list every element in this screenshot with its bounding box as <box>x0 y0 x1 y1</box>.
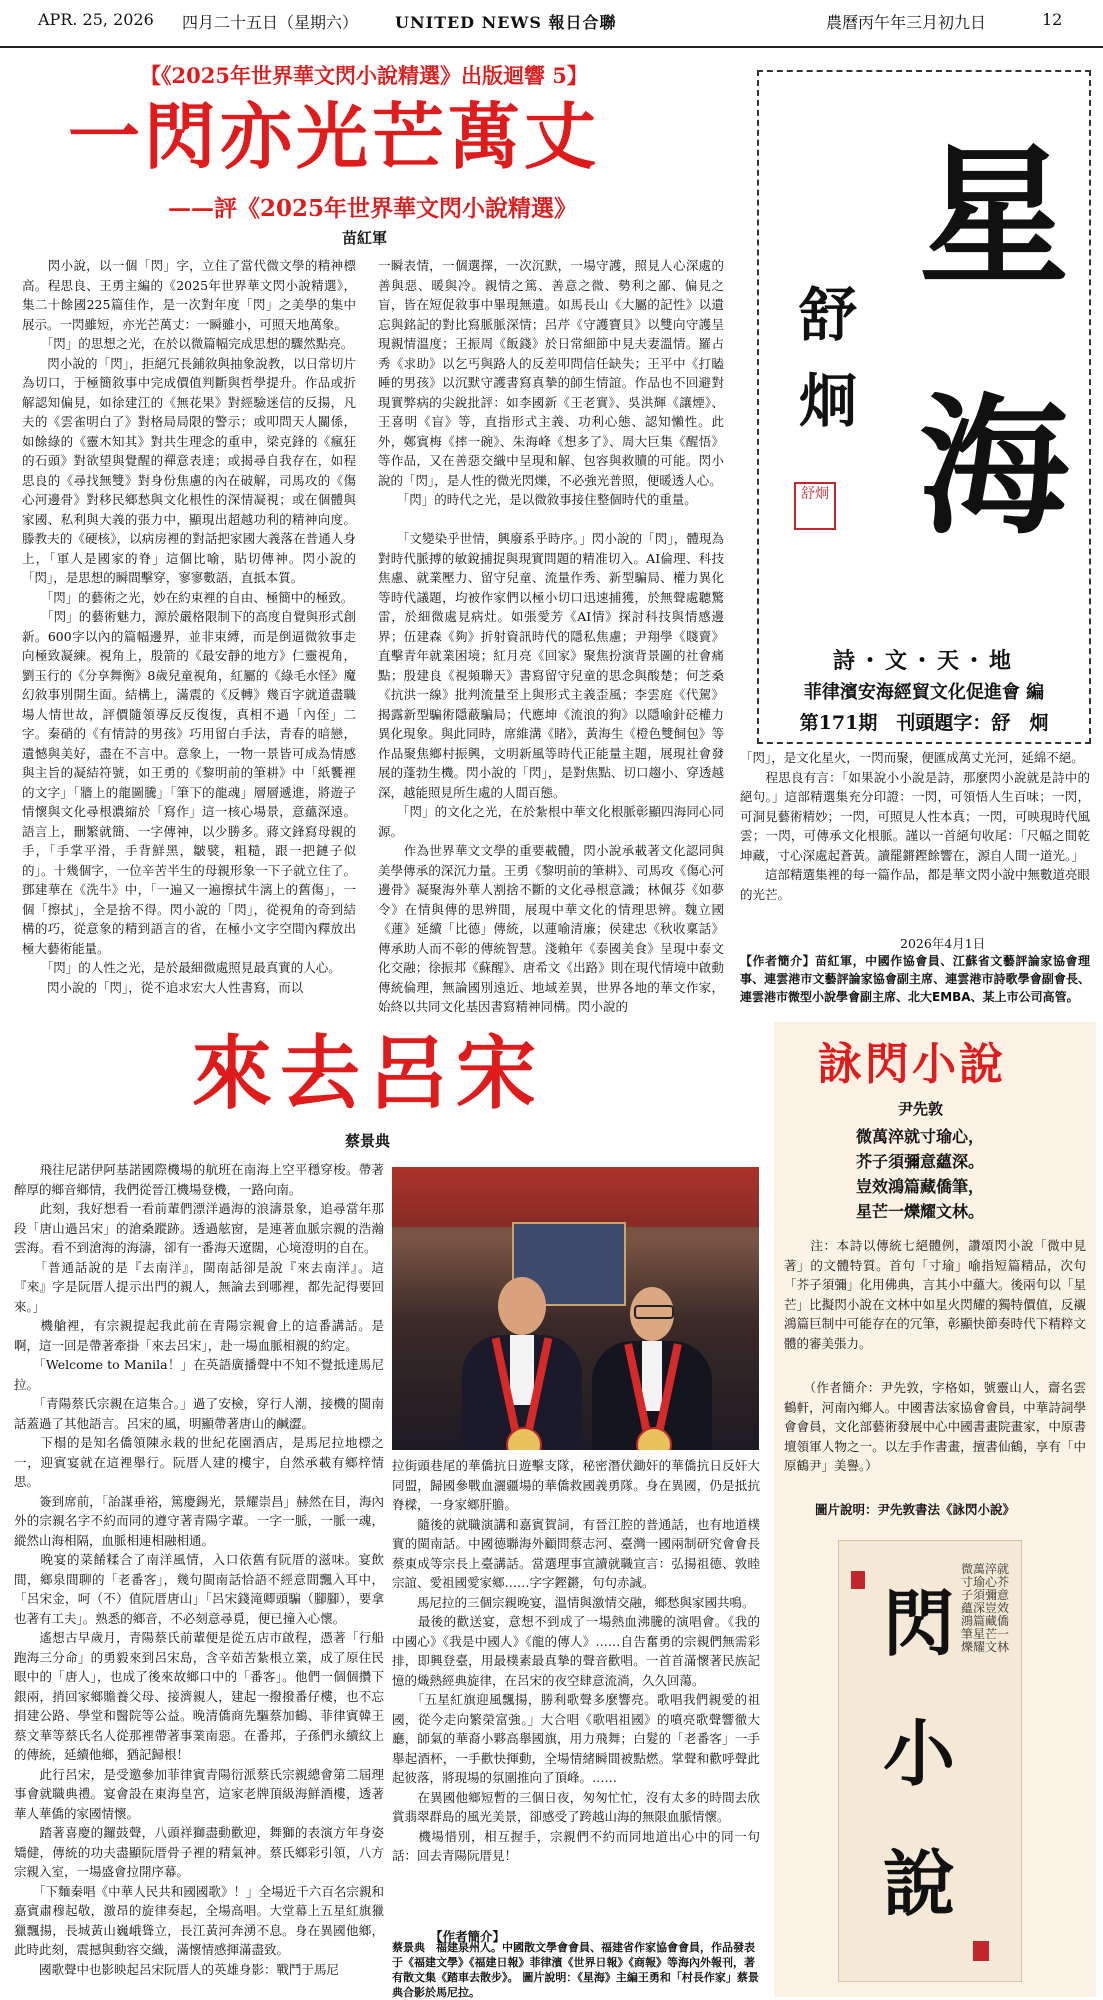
article1-author-bio: 【作者簡介】苗紅軍，中國作協會員、江蘇省文藝評論家協會理事、連雲港市文藝評論家協會副主席、連雲港市詩歌學會副會長、連雲港市微型小說學會副主席、北大EMBA、某上市公司高管。 <box>740 954 1090 1004</box>
article3-author-bio: （作者簡介：尹先敦，字格如，號靈山人，齋名雲鶴軒，河南內鄉人。中國書法家協會會員，中華詩詞學會會員，文化部藝術發展中心中國書畫院畫家，中原書壇領軍人物之一。以左手作書畫，擅書仙鶴，享有「中原鶴尹」美譽。） <box>784 1380 1086 1473</box>
article2-title: 來去呂宋 <box>192 1026 544 1120</box>
scroll-main-characters: 閃小說 <box>883 1581 956 1926</box>
article3-note: 注：本詩以傳統七絕體例，讚頌閃小說「微中見著」的文體特質。首句「寸瑜」喻指短篇精品，次句「芥子須彌」化用佛典，言其小中蘊大。後兩句以「星芒」比擬閃小說在文林中如星火閃耀的獨特價值，反襯鴻篇巨制中可能存在的冗筆，彰顯快節奏時代下精粹文體的審美張力。 <box>784 1238 1086 1351</box>
seal-text: 舒炯 <box>801 486 829 502</box>
red-seal <box>794 482 836 530</box>
scroll-seal-bottom <box>973 1941 989 1961</box>
article1-kicker: 【《2025年世界華文閃小說精選》出版迴響 5】 <box>140 63 588 88</box>
scroll-seal-top <box>851 1571 865 1589</box>
calligraphy-artwork <box>759 72 1089 632</box>
article1-subtitle: ——評《2025年世界華文閃小說精選》 <box>168 195 578 222</box>
lunar-date: 四月二十五日（星期六） <box>182 13 359 32</box>
page-header <box>0 0 1103 48</box>
column-line-2: 菲律濱安海經貿文化促進會 編 <box>803 682 1045 703</box>
column-title-box <box>757 70 1091 744</box>
article1-date: 2026年4月1日 <box>900 936 986 951</box>
article2-bio-text: 蔡景典 福建泉州人。中國散文學會會員、福建省作家協會會員，作品發表于《福建文學》《福建日報》菲律濱《世界日報》《商報》等海內外報刊，著有散文集《踏車去散步》。 <box>392 1941 755 1984</box>
page-number: 12 <box>1042 10 1063 29</box>
masthead: UNITED NEWS 報日合聯 <box>395 13 617 32</box>
column-line-3: 第171期 刊頭題字：舒 炯 <box>799 712 1049 734</box>
poem-line-4: 星芒一爍耀文林。 <box>856 1202 985 1221</box>
article1-column-1: 閃小說，以一個「閃」字，立住了當代微文學的精神標高。程思良、王勇主編的《2025年世界華文閃小說精選》，集二十餘國225篇佳作，是一次對年度「閃」之美學的集中展示。一閃雖短，亦光芒萬丈：一瞬雖小，可照天地萬象。 「閃」的思想之光，在於以微篇幅完成思想的驟然點亮。 閃小說的「閃」，拒絕冗長鋪敘與抽象說教，以日常切片為切口，于極簡敘事中完成價值判斷與哲學提升。作品或折解認知偏見，如徐建江的《無花果》對經驗迷信的反揚，凡夫的《雲雀明白了》對格局局限的警示；或叩問天人關係，如餘綠的《靈木知其》對共生理念的重申，梁克鋒的《瘋狂的石頭》對欲望與覺醒的禪意表達；或揭尋自我存在，如程思良的《尋找無雙》對身份焦慮的內在破解，司馬攻的《傷心河邊骨》對移民鄉愁與文化根性的深情凝視；或在個體與家國、私利與大義的張力中，顯現出超越功利的精神向度。滕教夫的《硬核》，以病房裡的對話把家國大義落在普通人身上，「軍人是國家的脊」這個比喻，貼切傳神。閃小說的「閃」，是思想的瞬間擊穿，寥寥數語，直抵本質。 「閃」的藝術之光，妙在約束裡的自由、極簡中的極致。 「閃」的藝術魅力，源於嚴格限制下的高度自覺與形式創新。600字以內的篇幅邊界，並非束縛，而是倒逼微敘事走向極致凝練。視角上，殷箭的《最安靜的地方》仁靈視角，劉玉行的《分享舞衡》8歲兒童視角，紅屬的《綠毛水怪》魔幻敘事別開生面。結構上，滿震的《反轉》幾百字就道盡職場人情世故，評價隨領導反反復復，真相不過「內侄」二字。秦硝的《有情詩的男孩》巧用留白手法，青春的暗戀，遺憾與美好，盡在不言中。意象上，一物一景皆可成為情感與主旨的凝結符號，如王勇的《黎明前的筆耕》中「紙饗裡的文字」「牆上的龍圖騰」「筆下的龍魂」層層遞進，將遊子情懷與文化尋根濃縮於「寫作」這一核心場景，意蘊深遠。語言上，刪繁就簡、一字傳神，以少勝多。蔣文鋒寫母親的手，「手掌平滑，手背鮮黑，皺襞，粗糙，跟一把鏈子似的」。十幾個字，一位辛苦半生的母親形象一下子就立住了。鄧建華在《洗牛》中，「一遍又一遍擦拭牛漓上的舊傷」，一個「擦拭」，全是捨不得。閃小說的「閃」，從視角的奇到結構的巧，從意象的精到語言的省，在極小文字空間內釋放出極大藝術能量。 「閃」的人性之光，是於最細微處照見最真實的人心。 閃小說的「閃」，從不追求宏大人性書寫，而以 <box>22 258 356 995</box>
poem-line-2: 芥子須彌意蘊深。 <box>856 1152 985 1171</box>
article2-right-column: 拉街頭巷尾的華僑抗日遊擊支隊，秘密潛伏鋤奸的華僑抗日反奸大同盟，歸國參戰血灑疆場的華僑救國義勇隊。身在異國，仍是抵抗脊樑，一身家鄉肝膽。 隨後的就職演講和嘉賓賀詞，有晉江腔的普通話，也有地道樸實的閩南話。中國德聯海外顧問蔡志河、臺灣一國兩制研究會會長蔡東成等宗長上臺講話。當選理事宣讀就職宣言：弘揚祖德、敦睦宗誼、愛祖國愛家鄉……字字鏗鏘，句句赤誠。 馬尼拉的三個宗親晚宴，溫情與激情交融，鄉愁與家國共鳴。 最後的歡送宴，意想不到成了一場熱血沸騰的演唱會。《我的中國心》《我是中國人》《龍的傳人》……自告奮勇的宗親們無需彩排，即興登臺，用最樸素最真摯的聲音歡唱。一首首滿懷著民族記憶的熾熱經典旋律，在呂宋的夜空肆意流淌，久久回蕩。 「五星紅旗迎風飄揚，勝利歌聲多麼響亮。歌唱我們親愛的祖國，從今走向繁榮富強。」大合唱《歌唱祖國》的噴亮歌聲響徹大廳，師氣的華裔小夥高舉國旗，用力飛舞；白髮的「老番客」一手舉起酒杯，一手歡快揮動，全場情緒瞬間被點燃。掌聲和歡呼聲此起彼落，將現場的氛圍推向了頂峰。…… 在異國他鄉短暫的三個日夜，匆匆忙忙，沒有太多的時間去欣賞翡翠群島的風光美景，卻感受了跨越山海的無限血脈情懷。 機場惜別，相互握手，宗親們不約而同地道出心中的同一句話：回去青陽阮厝見！ <box>392 1458 760 1863</box>
person-left <box>462 1277 582 1450</box>
poem-line-1: 微萬淬就寸瑜心， <box>856 1127 985 1146</box>
article1-column-3: 「閃」，是文化星火，一閃而聚，便匯成萬丈光河，延綿不絕。 程思良有言：「如果說小小說是詩，那麼閃小說就是詩中的絕句。」這部精選集充分印證：一閃，可領悟人生百味；一閃，可洞見藝術精妙；一閃，可照見人性本真；一閃，可映現時代風雲；一閃，可傳承文化根脈。謹以一首絕句收尾：「尺幅之間乾坤藏，寸心深處起蒼黃。讀罷鏘鏗餘響在，源自人間一道光。」 這部精選集裡的每一篇作品，都是華文閃小說中無數道亮眼的光芒。 <box>740 750 1090 902</box>
issue-date: APR. 25, 2026 <box>38 10 154 29</box>
article3-caption: 圖片說明：尹先敦書法《詠閃小說》 <box>815 1502 1016 1517</box>
event-photo <box>392 1167 759 1450</box>
article3-title: 詠閃小說 <box>818 1039 1006 1090</box>
person-right <box>592 1287 712 1450</box>
article2-photo-caption: 圖片說明：《星海》主編王勇和「村長作家」蔡景典合影於馬尼拉。 <box>392 1971 759 1999</box>
poem-line-3: 豈效鴻篇藏僑筆， <box>856 1177 985 1196</box>
article3-author: 尹先敦 <box>898 1100 944 1118</box>
article2-author: 蔡景典 <box>345 1132 391 1150</box>
lunar-date-2: 農曆丙午年三月初九日 <box>826 13 987 32</box>
calligraphy-scroll <box>838 1540 1022 1982</box>
article1-column-2: 一瞬表情，一個選擇，一次沉默，一場守護，照見人心深處的善與惡、暖與冷。親情之篤、善意之微、勢利之鄙、偏見之盲，皆在短促敘事中畢現無遺。如馬長山《大屬的記性》以遺忘與銘記的對比寫脈脈深情；呂芹《守護寶貝》以雙向守護呈現親情溫度；王振周《飯錢》於日常細節中見夫妻溫情。羅占秀《求助》以乞丐與路人的反差叩問信任缺失；王平中《打瞌睡的男孩》以沉默守護書寫真摯的師生情誼。作品也不回避對現實弊病的尖銳批評：如李國新《王老實》、吳洪輝《讓煙》、王喜明《盲》等，直指形式主義、功利心態、認知懶性。此外，鄭賓梅《摔一碗》、朱海峰《想多了》、周大巨集《醒悟》等作品，又在善惡交織中呈現和解、包容與救贖的可能。閃小說的「閃」，是人性的微光閃爍，不必強光普照，便暖透人心。 「閃」的時代之光，是以微敘事接住整個時代的重量。 「文變染乎世情，興廢系乎時序。」閃小說的「閃」，體現為對時代脈搏的敏銳捕捉與現實問題的精准切入。AI倫理、科技焦慮、就業壓力、留守兒童、流量作秀、新型騙局、權力異化等時代議題，均被作家們以極小切口迅速捕獲，於無聲處聽驚雷，於細微處見病灶。如張愛芳《AI情》探討科技與情感邊界；伍建森《夠》折射資訊時代的隱私焦慮；尹翔學《賤賣》直擊青年就業困境；紅月亮《回家》聚焦扮演背景圖的社會痛點；殷建良《視頻聯天》書寫留守兒童的思念與酸楚；何芝桑《抗洪一線》批判流量至上與形式主義歪風；李雲庭《代駕》揭露新型騙術隱蔽騙局；代應坤《流浪的狗》以隱喻針砭權力異化現象。與此同時，席維溝《睹》，黃海生《橙色雙飼包》等作品聚焦鄉村振興，文明新風等時代正能量主題，展現社會發展的蓬勃生機。閃小說的「閃」，是對焦點、切口趨小、穿透越深，越能照見所生處的人間百態。 「閃」的文化之光，在於紮根中華文化根脈彰顯四海同心同源。 作為世界華文文學的重要載體，閃小說承載著文化認同與美學傳承的深沉力量。王勇《黎明前的筆耕》、司馬攻《傷心河邊骨》凝聚海外華人割捨不斷的文化尋根意識；林佩芬《如夢令》在情與傳的思辨間，展現中華文化的情理思辨。魏立國《蓮》延續「比德」傳統，以蓮喻清廉；侯建忠《秋收稟話》傳承助人而不彰的傳統智慧。淺賴年《泰國美食》呈現中泰文化交融；徐振邦《蘇醒》、唐希文《出路》則在現代情境中啟動傳統倫理，無論國別遠近、地域差異，世界各地的華文作家，始終以共同文化基因書寫精神同構。閃小說的 <box>378 258 724 1014</box>
article2-bio-label: 【作者簡介】 <box>430 1929 506 1944</box>
article1-title: 一閃亦光芒萬丈 <box>68 94 601 179</box>
article3-poem <box>856 1124 984 1224</box>
red-banner <box>392 1167 759 1227</box>
article2-left-column: 飛往尼諾伊阿基諾國際機場的航班在南海上空平穩穿梭。帶著醉厚的鄉音鄉情，我們從晉江機場登機，一路向南。 此刻，我好想看一看前輩們漂洋過海的浪濤景象，追尋當年那段「唐山過呂宋」的滄桑蹤跡。透過舷窗，是連著血脈宗親的浩瀚雲海。看不到滄海的海濤，卻有一番海天遼闊，心境澄明的自在。 「普通話說的是『去南洋』，閩南話卻是說『來去南洋』。這『來』字是阮厝人提示出門的親人，無論去到哪裡，都先記得要回來。」 機艙裡，有宗親提起我此前在青陽宗親會上的這番講話。是啊，這一回是帶著牽掛「來去呂宋」，赴一場血脈相親的約定。 「Welcome to Manila！」在英語廣播聲中不知不覺抵達馬尼拉。 「青陽蔡氏宗親在這集合。」過了安檢，穿行人潮，接機的閩南話蓋過了其他語言。呂宋的風，明顯帶著唐山的鹹澀。 下榻的是知名僑領陳永栽的世紀花園酒店，是馬尼拉地標之一，迎賓宴就在這裡舉行。阮厝人建的樓宇，自然承載有鄉梓情思。 簽到席前，「詒謀垂裕，篤慶錫光，景耀崇昌」赫然在目，海內外的宗親名字不約而同的遵守著青陽字輩。一字一脈，一脈一魂，縱然山海相隔，血脈相連相融相通。 晚宴的菜餚糅合了南洋風情，入口依舊有阮厝的滋味。宴飲間，鄉泉間聊的「老番客」，幾句閩南話恰語不經意間飄入耳中，「呂宋金，呵（不）值阮厝唐山」「呂宋錢滝卿頭騙（腳腳），要拿也著有工夫」。熟悉的鄉音，不必刻意尋覓，便已撞入心懷。 遙想古早歲月，青陽蔡氏前輩便是從五店市啟程，憑著「行船跑海三分命」的勇毅來到呂宋島，含辛茹苦紮根立業，成了原住民眼中的「唐人」，也成了後來故鄉口中的「番客」。他們一個個攢下銀兩，捎回家鄉贍養父母、接濟親人，建起一撥撥番仔樓，也不忘捐建公路、學堂和醫院等公益。晚清僑商先驅蔡加鶴、菲律賓韓王蔡文華等蔡氏名人從那裡帶著事業南惡。在番邦，子孫們永續紋上的傳統，延續他鄉，猶記歸根！ 此行呂宋，是受邀參加菲律賓青陽衍派蔡氏宗親總會第二屆理事會就職典禮。宴會設在東海皇宮，這家老牌頂級海鮮酒樓，透著華人華僑的家國情懷。 踏著喜慶的鑼鼓聲，八頭祥獅盡動歡迎，舞獅的表演方年身姿矯健，傳統的功夫盡顯阮厝骨子裡的精氣神。蔡氏鄉彩引領，八方宗親入室，一場盛會拉開序幕。 「下麵秦唱《中華人民共和國國歌》！」全場近千六百名宗親和嘉賓肅穆起敬，激昂的旋律奏起，全場高唱。大堂幕上五星紅旗獵獵飄揚，長城黃山巍峨聳立，長江黃河奔湧不息。身在異國他鄉，此時此刻，震撼與動容交織，滿懷情感揮滿盡致。 國歌聲中也影映起呂宋阮厝人的英雄身影：戰鬥于馬尼 <box>14 1162 384 1977</box>
calligraphy-signature: 舒炯 <box>799 281 858 435</box>
article2-author-bio <box>392 1940 760 2000</box>
scroll-inscription: 微萬淬就寸瑜心芥子須彌意蘊深豈效鴻篇藏僑筆星芒一爍耀文林 <box>961 1563 1009 1654</box>
article1-author: 苗紅軍 <box>342 229 388 247</box>
column-line-1: 詩・文・天・地 <box>832 648 1015 674</box>
calligraphy-main-text: 星海 <box>919 129 1070 555</box>
